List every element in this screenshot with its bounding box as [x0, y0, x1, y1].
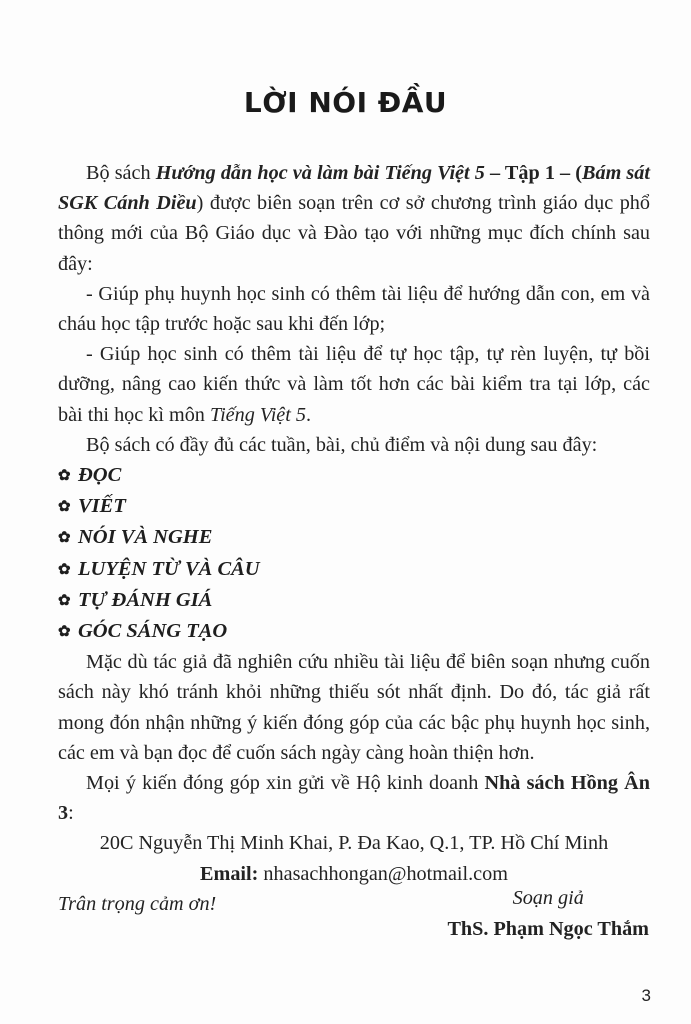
publisher-address: 20C Nguyễn Thị Minh Khai, P. Đa Kao, Q.1, TP. Hồ Chí Minh: [99, 832, 609, 855]
thanks-line: Trân trọng cảm ơn!: [58, 892, 217, 915]
email-address: nhasachhongan@hotmail.com: [258, 862, 508, 885]
list-item-label: TỰ ĐÁNH GIÁ: [78, 588, 213, 611]
flower-icon: ✿: [58, 468, 71, 485]
flower-icon: ✿: [58, 592, 71, 609]
flower-icon: ✿: [58, 499, 71, 516]
intro-prefix: Bộ sách: [86, 162, 156, 184]
contact-paragraph: [58, 768, 650, 828]
list-item: [58, 616, 650, 647]
page-number: 3: [641, 986, 651, 1005]
subject-name: Tiếng Việt 5: [209, 403, 307, 426]
flower-icon: ✿: [58, 530, 71, 547]
signature-role: Soạn giả: [512, 887, 584, 909]
list-item: [58, 554, 650, 585]
list-item: [58, 460, 650, 491]
list-item-label: NÓI VÀ NGHE: [78, 526, 213, 549]
goal-end: .: [306, 403, 312, 426]
contents-intro: Bộ sách có đầy đủ các tuần, bài, chủ điểm và nội dung sau đây:: [86, 433, 598, 456]
contact-prefix: Mọi ý kiến đóng góp xin gửi về Hộ kinh doanh: [86, 772, 485, 795]
list-item: [58, 491, 650, 522]
contact-suffix: :: [68, 802, 74, 825]
book-subtitle: Bám sát SGK Cánh Diều: [58, 162, 650, 215]
preface-body: [58, 158, 650, 919]
list-item-label: GÓC SÁNG TẠO: [78, 620, 228, 643]
list-item: [58, 585, 650, 616]
signature-block: [447, 883, 649, 945]
closing-paragraph: Mặc dù tác giả đã nghiên cứu nhiều tài liệu để biên soạn nhưng cuốn sách này khó tránh khỏi những thiếu sót nhất định. Do đó, tác giả rất mong đón nhận những ý kiến đóng góp của các bậc phụ huynh học sinh, các em và bạn đọc để cuốn sách ngày càng hoàn thiện hơn.: [58, 651, 650, 764]
volume-label: – Tập 1 – (: [484, 162, 583, 184]
flower-icon: ✿: [58, 561, 71, 578]
goal-text: - Giúp học sinh có thêm tài liệu để tự học tập, tự rèn luyện, tự bồi dưỡng, nâng cao kiến thức và làm tốt hơn các bài kiểm tra tại lớp, các bài thi học kì môn: [58, 343, 650, 426]
contents-list: [58, 460, 650, 647]
signature-name: ThS. Phạm Ngọc Thắm: [447, 918, 649, 940]
page-title: LỜI NÓI ĐẦU: [243, 86, 448, 119]
list-item: [58, 522, 650, 553]
book-title: Hướng dẫn học và làm bài Tiếng Việt 5: [155, 162, 485, 184]
intro-paragraph: [58, 158, 650, 279]
flower-icon: ✿: [58, 624, 71, 641]
goal-paragraph: - Giúp phụ huynh học sinh có thêm tài liệu để hướng dẫn con, em và cháu học tập trước hoặc sau khi đến lớp;: [58, 282, 650, 336]
email-label: Email:: [200, 862, 259, 885]
list-item-label: ĐỌC: [78, 464, 122, 487]
intro-suffix: ) được biên soạn trên cơ sở chương trình giáo dục phổ thông mới của Bộ Giáo dục và Đào tạo với những mục đích chính sau đây:: [58, 192, 650, 275]
publisher-name: Nhà sách Hồng Ân 3: [58, 772, 650, 825]
list-item-label: VIẾT: [78, 495, 126, 518]
goal-paragraph: [58, 339, 650, 430]
list-item-label: LUYỆN TỪ VÀ CÂU: [78, 557, 260, 580]
